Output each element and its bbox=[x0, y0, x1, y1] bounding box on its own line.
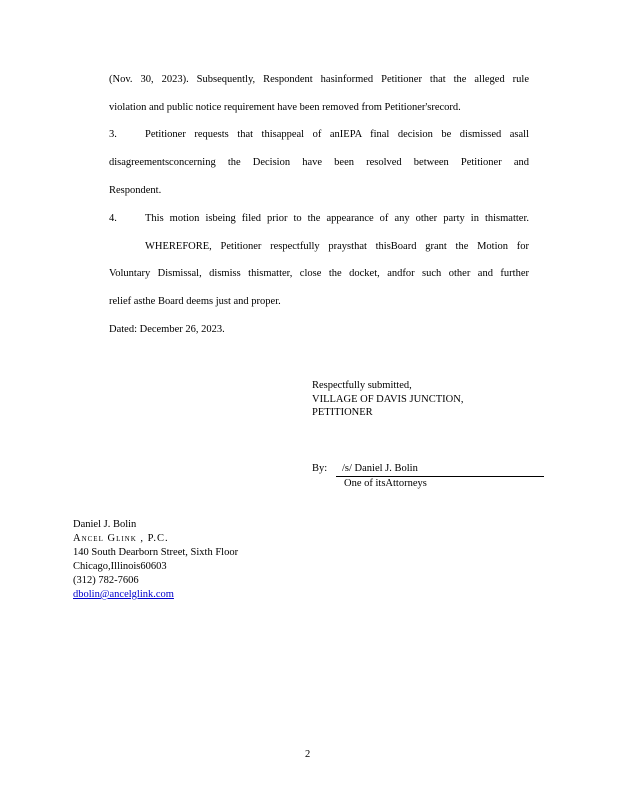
paragraph-line: relief asthe Board deems just and proper. bbox=[109, 296, 281, 307]
signature-title: One of itsAttorneys bbox=[344, 478, 427, 489]
paragraph-line: Voluntary Dismissal, dismiss thismatter, close the docket, andfor such other and further bbox=[109, 268, 529, 279]
phone-number: (312) 782-7606 bbox=[73, 575, 139, 586]
paragraph-line: This motion isbeing filed prior to the appearance of any other party in thismatter. bbox=[145, 213, 529, 224]
paragraph-line: Petitioner requests that thisappeal of anIEPA final decision be dismissed asall bbox=[145, 129, 529, 140]
address-line: Chicago,Illinois60603 bbox=[73, 561, 167, 572]
signature-line bbox=[336, 476, 544, 477]
dated-line: Dated: December 26, 2023. bbox=[109, 324, 225, 335]
paragraph-line: disagreementsconcerning the Decision have been resolved between Petitioner and bbox=[109, 157, 529, 168]
item-number: 3. bbox=[109, 129, 117, 140]
firm-name: Ancel Glink , P.C. bbox=[73, 533, 169, 544]
signature-name: /s/ Daniel J. Bolin bbox=[342, 463, 418, 474]
paragraph-line: violation and public notice requirement have been removed from Petitioner'srecord. bbox=[109, 102, 461, 113]
signature-party: PETITIONER bbox=[312, 407, 373, 418]
paragraph-line: Respondent. bbox=[109, 185, 162, 196]
address-line: 140 South Dearborn Street, Sixth Floor bbox=[73, 547, 239, 558]
paragraph-line: (Nov. 30, 2023). Subsequently, Respondent hasinformed Petitioner that the alleged rule bbox=[109, 74, 529, 85]
email-row bbox=[73, 589, 196, 601]
signature-closing: Respectfully submitted, bbox=[312, 380, 412, 391]
paragraph-line: WHEREFORE, Petitioner respectfully praysthat thisBoard grant the Motion for bbox=[145, 241, 529, 252]
email-link[interactable]: dbolin@ancelglink.com bbox=[73, 589, 174, 600]
signature-party: VILLAGE OF DAVIS JUNCTION, bbox=[312, 394, 464, 405]
item-number: 4. bbox=[109, 213, 117, 224]
attorney-name: Daniel J. Bolin bbox=[73, 519, 137, 530]
page-number: 2 bbox=[305, 749, 311, 760]
signature-by-label: By: bbox=[312, 463, 328, 474]
